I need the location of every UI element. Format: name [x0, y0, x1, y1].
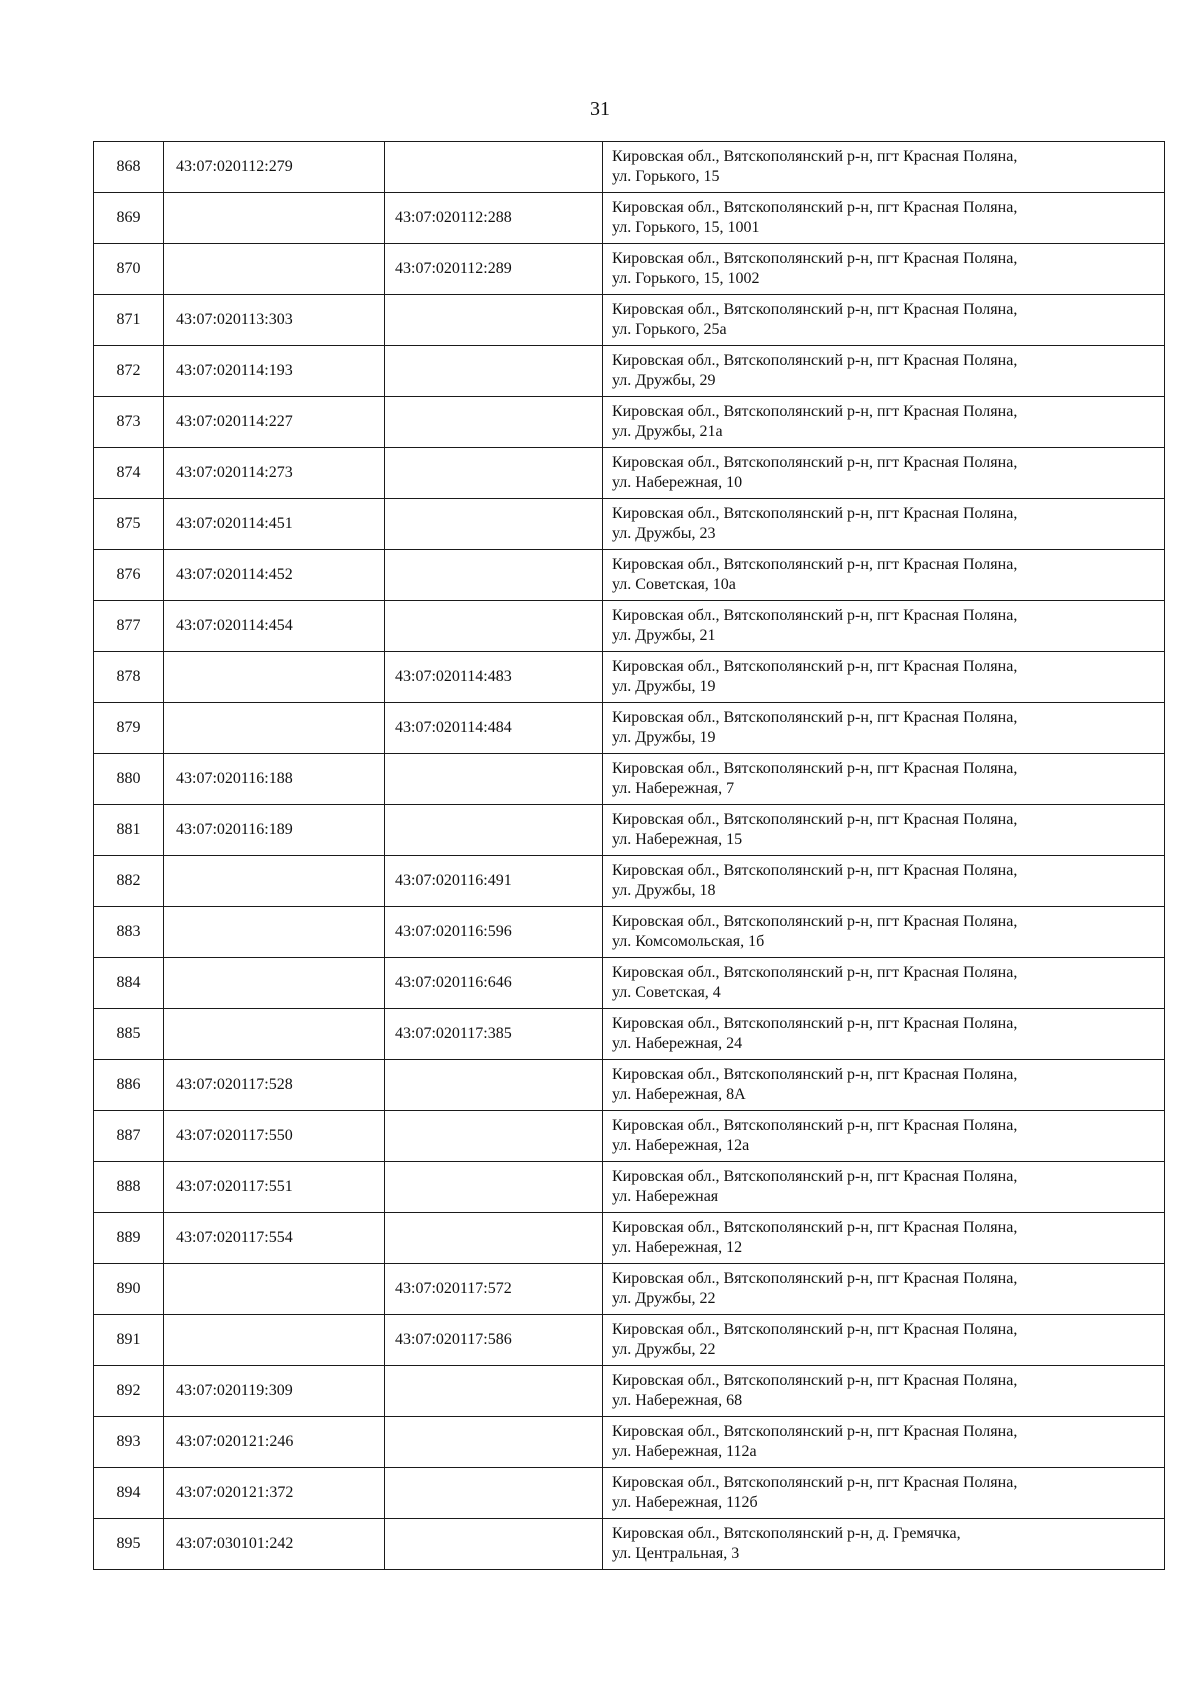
related-cadastral-number-cell — [385, 1417, 603, 1468]
address-cell — [603, 805, 1165, 856]
table-row — [94, 754, 1165, 805]
address-cell — [603, 1519, 1165, 1570]
cadastral-number-cell — [164, 907, 385, 958]
address-cell — [603, 550, 1165, 601]
related-cadastral-number-cell — [385, 550, 603, 601]
address-line-2: ул. Советская, 10а — [612, 576, 736, 593]
address-line-1: Кировская обл., Вятскополянский р-н, пгт Красная Поляна, — [612, 913, 1018, 930]
address-cell — [603, 1366, 1165, 1417]
cadastral-number-cell: 43:07:020114:227 — [164, 397, 385, 448]
cadastral-number-cell: 43:07:030101:242 — [164, 1519, 385, 1570]
address-line-2: ул. Дружбы, 22 — [612, 1290, 716, 1307]
related-cadastral-number-cell — [385, 142, 603, 193]
address-line-1: Кировская обл., Вятскополянский р-н, пгт Красная Поляна, — [612, 658, 1018, 675]
address-line-2: ул. Набережная, 8А — [612, 1086, 746, 1103]
cadastral-number-cell: 43:07:020114:193 — [164, 346, 385, 397]
cadastral-number-cell — [164, 1009, 385, 1060]
table-row — [94, 1519, 1165, 1570]
cadastral-number-cell: 43:07:020117:551 — [164, 1162, 385, 1213]
address-line-1: Кировская обл., Вятскополянский р-н, пгт Красная Поляна, — [612, 1219, 1018, 1236]
address-line-2: ул. Набережная, 112а — [612, 1443, 757, 1460]
address-cell — [603, 1162, 1165, 1213]
address-line-2: ул. Набережная, 68 — [612, 1392, 743, 1409]
address-line-1: Кировская обл., Вятскополянский р-н, пгт Красная Поляна, — [612, 1423, 1018, 1440]
row-number-cell: 868 — [94, 142, 164, 193]
address-line-1: Кировская обл., Вятскополянский р-н, пгт Красная Поляна, — [612, 862, 1018, 879]
row-number-cell: 878 — [94, 652, 164, 703]
related-cadastral-number-cell: 43:07:020117:572 — [385, 1264, 603, 1315]
table-row — [94, 1366, 1165, 1417]
address-line-1: Кировская обл., Вятскополянский р-н, пгт Красная Поляна, — [612, 1168, 1018, 1185]
address-line-1: Кировская обл., Вятскополянский р-н, пгт Красная Поляна, — [612, 1066, 1018, 1083]
cadastral-number-cell — [164, 1264, 385, 1315]
row-number-cell: 872 — [94, 346, 164, 397]
address-line-2: ул. Дружбы, 18 — [612, 882, 716, 899]
table-row — [94, 142, 1165, 193]
related-cadastral-number-cell — [385, 805, 603, 856]
row-number-cell: 879 — [94, 703, 164, 754]
address-line-2: ул. Центральная, 3 — [612, 1545, 740, 1562]
address-line-1: Кировская обл., Вятскополянский р-н, пгт Красная Поляна, — [612, 403, 1018, 420]
row-number-cell: 888 — [94, 1162, 164, 1213]
address-cell — [603, 652, 1165, 703]
table-row — [94, 907, 1165, 958]
address-cell — [603, 295, 1165, 346]
address-line-1: Кировская обл., Вятскополянский р-н, пгт Красная Поляна, — [612, 1321, 1018, 1338]
row-number-cell: 873 — [94, 397, 164, 448]
cadastral-number-cell: 43:07:020119:309 — [164, 1366, 385, 1417]
related-cadastral-number-cell: 43:07:020112:288 — [385, 193, 603, 244]
related-cadastral-number-cell — [385, 1366, 603, 1417]
address-line-1: Кировская обл., Вятскополянский р-н, пгт Красная Поляна, — [612, 607, 1018, 624]
address-line-1: Кировская обл., Вятскополянский р-н, пгт Красная Поляна, — [612, 148, 1018, 165]
address-line-1: Кировская обл., Вятскополянский р-н, пгт Красная Поляна, — [612, 454, 1018, 471]
cadastral-number-cell — [164, 958, 385, 1009]
address-cell — [603, 958, 1165, 1009]
row-number-cell: 871 — [94, 295, 164, 346]
cadastral-number-cell — [164, 856, 385, 907]
address-cell — [603, 1060, 1165, 1111]
address-line-2: ул. Набережная — [612, 1188, 719, 1205]
address-cell — [603, 1009, 1165, 1060]
row-number-cell: 885 — [94, 1009, 164, 1060]
related-cadastral-number-cell — [385, 1162, 603, 1213]
address-line-2: ул. Набережная, 15 — [612, 831, 743, 848]
address-line-2: ул. Набережная, 12 — [612, 1239, 743, 1256]
related-cadastral-number-cell — [385, 1468, 603, 1519]
address-line-2: ул. Горького, 15, 1001 — [612, 219, 760, 236]
row-number-cell: 890 — [94, 1264, 164, 1315]
property-registry-table — [93, 141, 1165, 1570]
table-row — [94, 295, 1165, 346]
table-row — [94, 1417, 1165, 1468]
table-row — [94, 601, 1165, 652]
row-number-cell: 895 — [94, 1519, 164, 1570]
table-row — [94, 1060, 1165, 1111]
address-cell — [603, 1417, 1165, 1468]
cadastral-number-cell — [164, 652, 385, 703]
related-cadastral-number-cell: 43:07:020114:483 — [385, 652, 603, 703]
table-row — [94, 1009, 1165, 1060]
table-row — [94, 346, 1165, 397]
address-line-1: Кировская обл., Вятскополянский р-н, пгт Красная Поляна, — [612, 1270, 1018, 1287]
address-line-1: Кировская обл., Вятскополянский р-н, пгт Красная Поляна, — [612, 505, 1018, 522]
cadastral-number-cell: 43:07:020117:528 — [164, 1060, 385, 1111]
related-cadastral-number-cell: 43:07:020117:385 — [385, 1009, 603, 1060]
row-number-cell: 893 — [94, 1417, 164, 1468]
cadastral-number-cell — [164, 703, 385, 754]
address-cell — [603, 397, 1165, 448]
address-cell — [603, 499, 1165, 550]
related-cadastral-number-cell — [385, 295, 603, 346]
address-cell — [603, 1213, 1165, 1264]
related-cadastral-number-cell — [385, 601, 603, 652]
related-cadastral-number-cell — [385, 1111, 603, 1162]
address-cell — [603, 1264, 1165, 1315]
address-line-1: Кировская обл., Вятскополянский р-н, пгт Красная Поляна, — [612, 1372, 1018, 1389]
row-number-cell: 894 — [94, 1468, 164, 1519]
address-line-1: Кировская обл., Вятскополянский р-н, пгт Красная Поляна, — [612, 811, 1018, 828]
cadastral-number-cell: 43:07:020114:454 — [164, 601, 385, 652]
row-number-cell: 883 — [94, 907, 164, 958]
address-line-1: Кировская обл., Вятскополянский р-н, пгт Красная Поляна, — [612, 760, 1018, 777]
cadastral-number-cell: 43:07:020112:279 — [164, 142, 385, 193]
row-number-cell: 877 — [94, 601, 164, 652]
address-cell — [603, 1468, 1165, 1519]
table-row — [94, 856, 1165, 907]
address-cell — [603, 703, 1165, 754]
address-line-2: ул. Горького, 15, 1002 — [612, 270, 760, 287]
table-row — [94, 499, 1165, 550]
address-line-1: Кировская обл., Вятскополянский р-н, пгт Красная Поляна, — [612, 301, 1018, 318]
address-cell — [603, 907, 1165, 958]
row-number-cell: 880 — [94, 754, 164, 805]
address-line-2: ул. Дружбы, 21 — [612, 627, 716, 644]
address-cell — [603, 1315, 1165, 1366]
table-row — [94, 805, 1165, 856]
table-row — [94, 1468, 1165, 1519]
address-cell — [603, 754, 1165, 805]
address-line-1: Кировская обл., Вятскополянский р-н, пгт Красная Поляна, — [612, 709, 1018, 726]
row-number-cell: 876 — [94, 550, 164, 601]
table-row — [94, 958, 1165, 1009]
address-line-2: ул. Дружбы, 22 — [612, 1341, 716, 1358]
address-line-1: Кировская обл., Вятскополянский р-н, пгт Красная Поляна, — [612, 1474, 1018, 1491]
cadastral-number-cell: 43:07:020113:303 — [164, 295, 385, 346]
related-cadastral-number-cell — [385, 1060, 603, 1111]
address-cell — [603, 346, 1165, 397]
cadastral-number-cell: 43:07:020121:246 — [164, 1417, 385, 1468]
address-line-1: Кировская обл., Вятскополянский р-н, пгт Красная Поляна, — [612, 352, 1018, 369]
related-cadastral-number-cell: 43:07:020116:596 — [385, 907, 603, 958]
related-cadastral-number-cell — [385, 448, 603, 499]
address-line-2: ул. Дружбы, 29 — [612, 372, 716, 389]
address-line-1: Кировская обл., Вятскополянский р-н, д. Гремячка, — [612, 1525, 961, 1542]
cadastral-number-cell — [164, 193, 385, 244]
row-number-cell: 884 — [94, 958, 164, 1009]
address-line-2: ул. Комсомольская, 1б — [612, 933, 765, 950]
address-line-1: Кировская обл., Вятскополянский р-н, пгт Красная Поляна, — [612, 1117, 1018, 1134]
table-row — [94, 550, 1165, 601]
table-row — [94, 1315, 1165, 1366]
address-line-1: Кировская обл., Вятскополянский р-н, пгт Красная Поляна, — [612, 199, 1018, 216]
address-cell — [603, 856, 1165, 907]
related-cadastral-number-cell — [385, 754, 603, 805]
address-line-1: Кировская обл., Вятскополянский р-н, пгт Красная Поляна, — [612, 556, 1018, 573]
address-line-2: ул. Набережная, 112б — [612, 1494, 758, 1511]
table-row — [94, 1111, 1165, 1162]
address-line-2: ул. Дружбы, 19 — [612, 678, 716, 695]
row-number-cell: 875 — [94, 499, 164, 550]
address-line-2: ул. Набережная, 10 — [612, 474, 743, 491]
table-row — [94, 244, 1165, 295]
cadastral-number-cell — [164, 244, 385, 295]
row-number-cell: 882 — [94, 856, 164, 907]
related-cadastral-number-cell — [385, 1213, 603, 1264]
table-row — [94, 652, 1165, 703]
related-cadastral-number-cell: 43:07:020116:491 — [385, 856, 603, 907]
cadastral-number-cell — [164, 1315, 385, 1366]
row-number-cell: 870 — [94, 244, 164, 295]
cadastral-number-cell: 43:07:020114:452 — [164, 550, 385, 601]
table-row — [94, 703, 1165, 754]
related-cadastral-number-cell — [385, 499, 603, 550]
cadastral-number-cell: 43:07:020117:554 — [164, 1213, 385, 1264]
row-number-cell: 881 — [94, 805, 164, 856]
related-cadastral-number-cell: 43:07:020117:586 — [385, 1315, 603, 1366]
table-row — [94, 193, 1165, 244]
table-row — [94, 1213, 1165, 1264]
row-number-cell: 887 — [94, 1111, 164, 1162]
cadastral-number-cell: 43:07:020114:451 — [164, 499, 385, 550]
address-line-2: ул. Дружбы, 21а — [612, 423, 723, 440]
address-line-1: Кировская обл., Вятскополянский р-н, пгт Красная Поляна, — [612, 1015, 1018, 1032]
row-number-cell: 892 — [94, 1366, 164, 1417]
address-line-2: ул. Дружбы, 23 — [612, 525, 716, 542]
related-cadastral-number-cell — [385, 1519, 603, 1570]
cadastral-number-cell: 43:07:020116:188 — [164, 754, 385, 805]
address-line-1: Кировская обл., Вятскополянский р-н, пгт Красная Поляна, — [612, 964, 1018, 981]
registry-body — [94, 142, 1165, 1570]
row-number-cell: 874 — [94, 448, 164, 499]
row-number-cell: 886 — [94, 1060, 164, 1111]
address-line-2: ул. Горького, 25а — [612, 321, 727, 338]
row-number-cell: 869 — [94, 193, 164, 244]
table-row — [94, 397, 1165, 448]
related-cadastral-number-cell: 43:07:020112:289 — [385, 244, 603, 295]
address-cell — [603, 193, 1165, 244]
cadastral-number-cell: 43:07:020117:550 — [164, 1111, 385, 1162]
related-cadastral-number-cell — [385, 397, 603, 448]
address-cell — [603, 1111, 1165, 1162]
address-line-2: ул. Набережная, 12а — [612, 1137, 750, 1154]
cadastral-number-cell: 43:07:020116:189 — [164, 805, 385, 856]
address-line-2: ул. Советская, 4 — [612, 984, 721, 1001]
table-row — [94, 1264, 1165, 1315]
address-line-2: ул. Горького, 15 — [612, 168, 720, 185]
address-cell — [603, 601, 1165, 652]
table-row — [94, 448, 1165, 499]
address-line-2: ул. Набережная, 7 — [612, 780, 735, 797]
cadastral-number-cell: 43:07:020121:372 — [164, 1468, 385, 1519]
page-number: 31 — [590, 98, 610, 120]
row-number-cell: 889 — [94, 1213, 164, 1264]
address-cell — [603, 142, 1165, 193]
address-cell — [603, 244, 1165, 295]
address-line-2: ул. Дружбы, 19 — [612, 729, 716, 746]
related-cadastral-number-cell: 43:07:020114:484 — [385, 703, 603, 754]
address-cell — [603, 448, 1165, 499]
address-line-1: Кировская обл., Вятскополянский р-н, пгт Красная Поляна, — [612, 250, 1018, 267]
related-cadastral-number-cell: 43:07:020116:646 — [385, 958, 603, 1009]
row-number-cell: 891 — [94, 1315, 164, 1366]
address-line-2: ул. Набережная, 24 — [612, 1035, 743, 1052]
related-cadastral-number-cell — [385, 346, 603, 397]
cadastral-number-cell: 43:07:020114:273 — [164, 448, 385, 499]
table-row — [94, 1162, 1165, 1213]
